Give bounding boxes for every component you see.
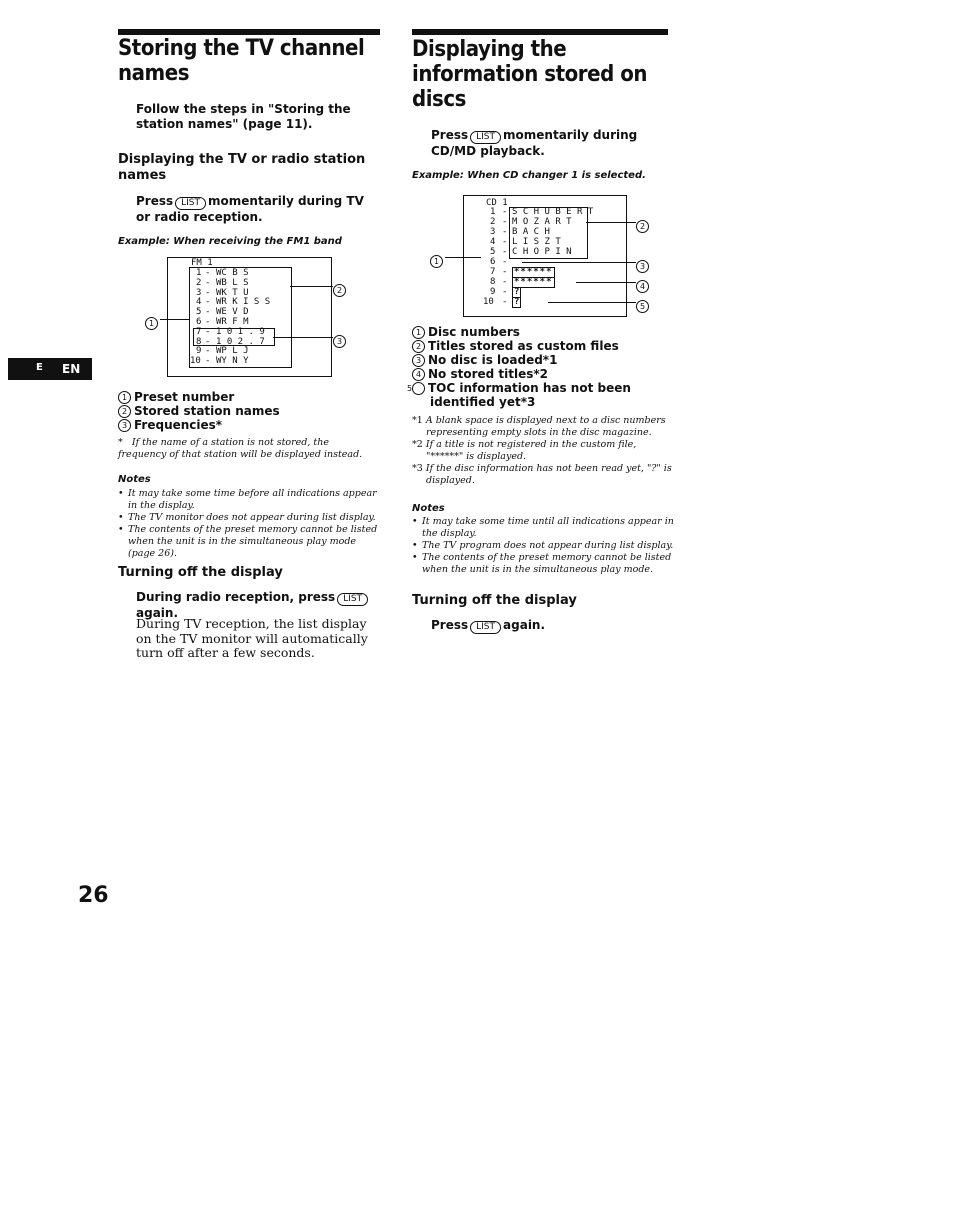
right-turnoff-instruction: Press LIST again.: [431, 618, 546, 632]
left-example: Example: When receiving the FM1 band: [118, 236, 342, 247]
disc-title: B A C H: [512, 227, 550, 237]
row-dash: -: [205, 356, 211, 367]
preset-number: 8: [196, 336, 202, 347]
callout-1: 1: [145, 312, 161, 331]
station-name: 1 0 2 . 7: [216, 336, 265, 347]
callout-5: 5: [636, 295, 652, 314]
list-key: LIST: [470, 131, 501, 144]
disc-number: 8: [490, 277, 496, 287]
note-item: • The contents of the preset memory cannot be listed when the unit is in the simultaneous play mode (page 26).: [118, 524, 378, 560]
row-dash: -: [502, 257, 508, 267]
right-instruction: Press LIST momentarily during CD/MD playback.: [431, 128, 638, 158]
disc-number: 3: [490, 227, 496, 237]
callout-1-line: [445, 257, 481, 258]
note-item: • It may take some time until all indications appear in the display.: [412, 516, 674, 540]
callout-3-line: [273, 337, 333, 338]
preset-number: 6: [196, 317, 202, 327]
right-footnotes: [412, 415, 674, 487]
row-dash: -: [205, 268, 211, 278]
preset-number: 1: [196, 268, 202, 278]
left-section-title: Displaying the TV or radio station names: [118, 152, 366, 183]
note-item: • The TV program does not appear during list display.: [412, 540, 674, 552]
legend-item: 2 Stored station names: [118, 404, 280, 418]
legend-item: 1 Disc numbers: [412, 325, 690, 339]
station-name: WR F M: [216, 317, 249, 327]
disc-title: ?: [514, 297, 520, 307]
legend-item: 2 Titles stored as custom files: [412, 339, 690, 353]
right-example: Example: When CD changer 1 is selected.: [412, 170, 646, 181]
station-name: WE V D: [216, 307, 249, 318]
disc-number: 4: [490, 237, 496, 247]
preset-number: 4: [196, 297, 202, 308]
row-dash: -: [205, 317, 211, 327]
disc-number: 9: [490, 287, 496, 297]
row-dash: -: [502, 217, 508, 227]
row-dash: -: [502, 247, 508, 257]
row-dash: -: [205, 326, 211, 337]
preset-number: 10: [190, 356, 201, 367]
callout-1-line: [160, 319, 190, 320]
right-page-title: Displaying the information stored on discs: [412, 37, 648, 112]
disc-number: 7: [490, 267, 496, 277]
callout-3-line: [522, 262, 636, 263]
preset-number: 2: [196, 277, 202, 288]
callout-2: 2: [636, 215, 652, 234]
left-footnote: * If the name of a station is not stored, the frequency of that station will be displayed instead.: [118, 437, 363, 460]
disc-number: 2: [490, 217, 496, 227]
left-title-rule: [118, 29, 380, 35]
left-turnoff-body: During TV reception, the list display on the TV monitor will automatically turn off after a few seconds.: [136, 616, 368, 660]
disc-title: C H O P I N: [512, 247, 572, 257]
footnote-item: *1 A blank space is displayed next to a disc numbers representing empty slots in the disc magazine.: [412, 415, 666, 438]
right-callout-list: [406, 325, 690, 409]
callout-4: 4: [636, 275, 652, 294]
left-notes: [118, 488, 378, 560]
disc-title: L I S Z T: [512, 237, 561, 247]
left-turnoff-instruction: During radio reception, press LIST again.: [136, 590, 376, 621]
row-dash: -: [205, 297, 211, 308]
footnote-item: *3 If the disc information has not been read yet, "?" is displayed.: [412, 463, 672, 486]
list-key: LIST: [337, 593, 368, 606]
legend-item: 3 No disc is loaded*1: [412, 353, 690, 367]
legend-item: 1 Preset number: [118, 390, 280, 404]
callout-5-line: [548, 302, 636, 303]
legend-item: 5 TOC information has not been identified yet*3: [406, 381, 631, 409]
note-item: • The contents of the preset memory cannot be listed when the unit is in the simultaneous play mode.: [412, 552, 674, 576]
right-notes-title: Notes: [412, 503, 445, 514]
changer-label: CD 1: [486, 198, 508, 208]
left-callout-list: [118, 390, 280, 432]
disc-number: 6: [490, 257, 496, 267]
right-turnoff-title: Turning off the display: [412, 593, 577, 608]
list-key: LIST: [175, 197, 206, 210]
row-dash: -: [502, 267, 508, 277]
row-dash: -: [502, 237, 508, 247]
left-turnoff-title: Turning off the display: [118, 565, 283, 580]
disc-title: S C H U B E R T: [512, 207, 594, 217]
station-name: 1 0 1 . 9: [216, 326, 265, 337]
cd-display-illustration: [430, 193, 660, 318]
preset-number: 7: [196, 326, 202, 337]
note-item: • The TV monitor does not appear during list display.: [118, 512, 378, 524]
callout-2-line: [586, 222, 636, 223]
row-dash: -: [502, 277, 508, 287]
language-tab: E EN: [8, 358, 92, 380]
band-label: FM 1: [191, 258, 213, 268]
station-name: WB L S: [216, 277, 249, 288]
disc-title: ******: [514, 277, 553, 287]
footnote-item: *2 If a title is not registered in the custom file, "******" is displayed.: [412, 439, 637, 462]
disc-number: 5: [490, 247, 496, 257]
preset-number: 3: [196, 287, 202, 298]
row-dash: -: [502, 287, 508, 297]
disc-title: M O Z A R T: [512, 217, 572, 227]
row-dash: -: [205, 346, 211, 357]
callout-3: 3: [636, 255, 652, 274]
callout-3: 3: [333, 330, 349, 349]
right-notes: [412, 516, 674, 576]
legend-item: 3 Frequencies*: [118, 418, 280, 432]
left-notes-title: Notes: [118, 474, 151, 485]
disc-title: ?: [514, 287, 520, 297]
row-dash: -: [502, 207, 508, 217]
row-dash: -: [205, 287, 211, 298]
note-item: • It may take some time before all indications appear in the display.: [118, 488, 378, 512]
row-dash: -: [205, 307, 211, 318]
station-name: WP L J: [216, 346, 249, 357]
row-dash: -: [205, 277, 211, 288]
callout-1: 1: [430, 250, 446, 269]
callout-2: 2: [333, 279, 349, 298]
fm-display-illustration: [145, 255, 345, 380]
list-key: LIST: [470, 621, 501, 634]
disc-number: 1: [490, 207, 496, 217]
callout-4-line: [576, 282, 636, 283]
station-name: WK T U: [216, 287, 249, 298]
preset-number: 5: [196, 307, 202, 318]
disc-number: 10: [483, 297, 494, 307]
right-title-rule: [412, 29, 668, 35]
station-name: WC B S: [216, 268, 249, 278]
disc-title: ******: [514, 267, 553, 277]
row-dash: -: [205, 336, 211, 347]
callout-2-line: [290, 286, 333, 287]
left-intro: Follow the steps in "Storing the station names" (page 11).: [136, 102, 351, 131]
left-instruction: Press LIST momentarily during TV or radio reception.: [136, 194, 364, 224]
preset-number: 9: [196, 346, 202, 357]
station-name: WR K I S S: [216, 297, 271, 308]
left-page-title: Storing the TV channel names: [118, 36, 365, 86]
page-number: 26: [78, 883, 109, 908]
row-dash: -: [502, 297, 508, 307]
station-name: WY N Y: [216, 356, 249, 367]
legend-item: 4 No stored titles*2: [412, 367, 690, 381]
row-dash: -: [502, 227, 508, 237]
